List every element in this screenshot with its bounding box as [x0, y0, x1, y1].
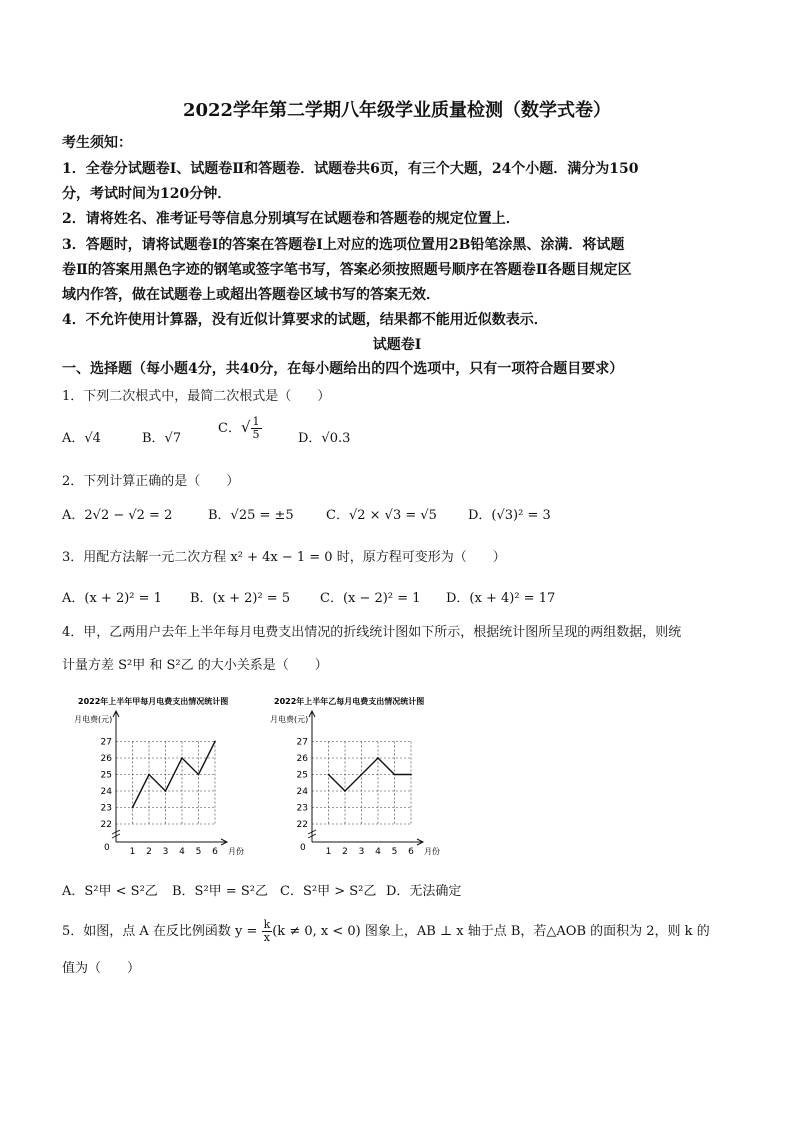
notice-heading: 考生须知： [62, 135, 132, 151]
chart-jia [74, 692, 254, 862]
notice-line-1: 1．全卷分试题卷Ⅰ、试题卷Ⅱ和答题卷．试题卷共6页，有三个大题，24个小题．满分为150 [62, 161, 639, 177]
chart1-title: 2022年上半年乙每月电费支出情况统计图 [274, 697, 425, 706]
q1-frac-den: 5 [252, 428, 260, 441]
q1-option-a: A．√4 [62, 431, 101, 446]
chart1-ytick-label: 23 [296, 803, 308, 814]
chart0-xtick-label: 2 [146, 847, 152, 857]
q5-stem-part-a: 5．如图，点 A 在反比例函数 y = [62, 924, 262, 939]
notice-line-5: 卷Ⅱ的答案用黑色字迹的钢笔或签字笔书写，答案必须按照题号顺序在答题卷Ⅱ各题目规定区 [62, 262, 632, 278]
q2-option-a: A．2√2 − √2 = 2 [62, 508, 173, 523]
chart1-ytick-label: 24 [296, 787, 308, 797]
q3-option-d: D．(x + 4)² = 17 [446, 591, 556, 606]
chart1-ytick-label: 25 [296, 770, 308, 781]
q2-option-c: C．√2 × √3 = √5 [326, 508, 437, 523]
chart0-data-point [165, 790, 167, 792]
chart1-ytick-label: 22 [296, 820, 308, 830]
q1-frac-num: 1 [252, 415, 260, 428]
chart0-xtick-label: 4 [179, 847, 185, 857]
chart1-xtick-label: 1 [325, 847, 332, 857]
q1-option-c: C．√ $\frac{1}{5}$ [218, 415, 260, 441]
chart1-xtick-label: 2 [342, 847, 348, 857]
chart1-xtick-label: 4 [375, 847, 381, 857]
q1-option-c-fraction [251, 416, 262, 441]
q5-frac-den: x [263, 931, 270, 944]
q4-option-d: D．无法确定 [386, 884, 462, 899]
chart0-ylabel: 月电费(元) [74, 715, 113, 724]
q1-stem: 1．下列二次根式中，最简二次根式是（ ） [62, 389, 331, 404]
q5-stem-part-b: (k ≠ 0, x < 0) 图象上，AB ⊥ x 轴于点 B，若△AOB 的面积为 2，则 k 的 [272, 924, 710, 939]
q4-option-b: B．S²甲 = S²乙 [172, 884, 268, 899]
chart0-data-point [148, 774, 150, 776]
q3-stem: 3．用配方法解一元二次方程 x² + 4x − 1 = 0 时，原方程可变形为（ ） [62, 550, 506, 565]
q1-option-c-label: C． [218, 421, 241, 436]
q5-stem-line-1 [62, 919, 710, 944]
q2-stem: 2．下列计算正确的是（ ） [62, 474, 240, 489]
chart0-ytick-label: 27 [100, 737, 112, 748]
q3-option-a: A．(x + 2)² = 1 [62, 591, 162, 606]
q5-fraction [262, 919, 273, 944]
chart1-ytick-label: 26 [296, 754, 308, 764]
notice-line-2: 分，考试时间为120分钟． [62, 186, 232, 202]
chart1-origin-label: 0 [300, 843, 306, 853]
q4-option-a: A．S²甲 < S²乙 [62, 884, 158, 899]
chart1-data-point [394, 774, 396, 776]
chart0-data-point [198, 774, 200, 776]
chart1-xtick-label: 5 [391, 847, 398, 857]
chart0-xtick-label: 1 [129, 847, 136, 857]
chart0-title: 2022年上半年甲每月电费支出情况统计图 [78, 697, 229, 706]
chart1-xtick-label: 3 [358, 847, 365, 857]
chart0-ytick-label: 25 [100, 770, 112, 781]
q3-option-b: B．(x + 2)² = 5 [190, 591, 291, 606]
chart0-xtick-label: 3 [162, 847, 169, 857]
q5-stem-line-2: 值为（ ） [62, 961, 141, 976]
section-instructions: 一、选择题（每小题4分，共40分，在每小题给出的四个选项中，只有一项符合题目要求） [62, 361, 624, 377]
q4-option-c: C．S²甲 > S²乙 [280, 884, 377, 899]
chart1-data-point [377, 757, 379, 759]
chart1-data-point [361, 774, 363, 776]
chart1-data-point [328, 774, 330, 776]
q1-option-d: D．√0.3 [298, 431, 351, 446]
page-title: 2022学年第二学期八年级学业质量检测（数学式卷） [182, 100, 612, 121]
chart0-data-point [181, 757, 183, 759]
notice-line-6: 域内作答，做在试题卷上或超出答题卷区域书写的答案无效． [62, 287, 440, 303]
notice-line-3: 2．请将姓名、准考证号等信息分别填写在试题卷和答题卷的规定位置上． [62, 211, 520, 227]
chart0-xlabel: 月份 [228, 847, 244, 856]
chart0-ytick-label: 24 [100, 787, 112, 797]
notice-line-7: 4．不允许使用计算器，没有近似计算要求的试题，结果都不能用近似数表示． [62, 312, 548, 328]
q2-option-d: D．(√3)² = 3 [468, 508, 551, 523]
q4-stem-line-1: 4．甲，乙两用户去年上半年每月电费支出情况的折线统计图如下所示，根据统计图所呈现的两组数据，则统 [62, 625, 682, 640]
notice-line-4: 3．答题时，请将试题卷Ⅰ的答案在答题卷Ⅰ上对应的选项位置用2B铅笔涂黑、涂满．将试题 [62, 237, 625, 253]
q3-option-c: C．(x − 2)² = 1 [320, 591, 421, 606]
q2-option-b: B．√25 = ±5 [208, 508, 294, 523]
chart0-xtick-label: 6 [212, 847, 218, 857]
chart1-xtick-label: 6 [408, 847, 414, 857]
section-title: 试题卷Ⅰ [372, 337, 422, 353]
chart1-ytick-label: 27 [296, 737, 308, 748]
chart-yi [270, 692, 450, 862]
chart1-ylabel: 月电费(元) [270, 715, 309, 724]
chart0-xtick-label: 5 [195, 847, 202, 857]
chart0-data-point [132, 807, 134, 809]
chart0-ytick-label: 22 [100, 820, 112, 830]
chart1-data-point [410, 774, 412, 776]
chart1-data-point [344, 790, 346, 792]
chart1-xlabel: 月份 [424, 847, 440, 856]
chart0-origin-label: 0 [104, 843, 110, 853]
chart0-ytick-label: 23 [100, 803, 112, 814]
q1-option-b: B．√7 [142, 431, 182, 446]
q5-frac-num: k [263, 918, 271, 931]
chart0-ytick-label: 26 [100, 754, 112, 764]
chart0-data-point [214, 741, 216, 743]
q4-stem-line-2: 计量方差 S²甲 和 S²乙 的大小关系是（ ） [62, 658, 328, 673]
